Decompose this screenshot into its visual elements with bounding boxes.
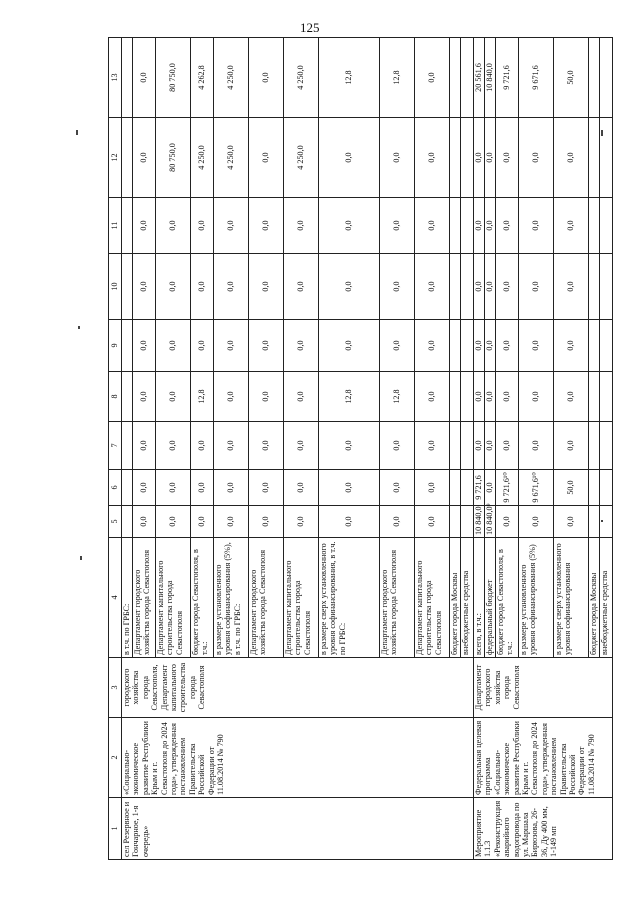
value-cell: 0,0 [156, 372, 191, 422]
value-cell: 0,0 [496, 320, 519, 372]
value-cell: 0,0 [319, 254, 380, 320]
value-cell: 0,0 [191, 422, 214, 470]
value-cell: 0,0 [249, 38, 284, 118]
value-cell: 0,0 [133, 118, 156, 198]
scan-speck [78, 326, 80, 329]
event-name-cell: Мероприятие 1.1.3 «Реконструкция аварийного водопровода по ул. Маршала Бирюзова, 26-36, Ду 400 мм, 1-149 мп [474, 798, 613, 860]
header-cell: 3 [109, 658, 122, 718]
value-cell: 0,0 [485, 422, 496, 470]
value-cell [450, 372, 461, 422]
value-cell [461, 372, 474, 422]
value-cell: 0,0 [156, 198, 191, 254]
value-cell [461, 506, 474, 538]
value-cell [461, 470, 474, 506]
value-cell: 0,0 [496, 422, 519, 470]
value-cell [450, 320, 461, 372]
value-cell [450, 38, 461, 118]
value-cell: 0,0 [474, 422, 485, 470]
value-cell: 0,0 [319, 118, 380, 198]
table-row [122, 38, 133, 860]
value-cell [589, 506, 600, 538]
funding-source-cell: в размере установленного уровня софинансирования (5%) [519, 538, 554, 658]
value-cell [589, 118, 600, 198]
value-cell: 0,0 [496, 254, 519, 320]
value-cell: 0,0 [380, 118, 415, 198]
table-body [122, 38, 613, 860]
value-cell: 12,8 [191, 372, 214, 422]
value-cell: 0,0 [415, 470, 450, 506]
value-cell: 0,0 [415, 118, 450, 198]
value-cell: 0,0 [214, 320, 249, 372]
value-cell: 9 721,6 [474, 470, 485, 506]
value-cell: 0,0 [133, 506, 156, 538]
value-cell: 0,0 [284, 372, 319, 422]
value-cell [450, 198, 461, 254]
funding-source-cell: в т.ч. по ГРБС: [122, 538, 133, 658]
value-cell: 0,0 [380, 198, 415, 254]
table-row [474, 38, 485, 860]
value-cell: 0,0 [191, 470, 214, 506]
value-cell [450, 118, 461, 198]
value-cell: 0,0 [519, 118, 554, 198]
value-cell [589, 254, 600, 320]
value-cell: 0,0 [519, 320, 554, 372]
funding-source-cell: в размере сверх установленного уровня софинансирования [554, 538, 589, 658]
value-cell: 12,8 [380, 372, 415, 422]
value-cell [600, 198, 613, 254]
value-cell: 0,0 [474, 198, 485, 254]
rotated-table-container [108, 38, 609, 860]
header-cell: 10 [109, 254, 122, 320]
value-cell: 10 840,0 [485, 38, 496, 118]
value-cell: 0,0 [554, 198, 589, 254]
value-cell: 0,0 [133, 198, 156, 254]
value-cell [589, 320, 600, 372]
value-cell [600, 506, 613, 538]
value-cell [600, 38, 613, 118]
value-cell: 0,0 [415, 38, 450, 118]
value-cell: 0,0 [380, 320, 415, 372]
value-cell: 0,0 [156, 422, 191, 470]
value-cell: 0,0 [133, 372, 156, 422]
value-cell: 0,0 [214, 470, 249, 506]
funding-source-cell: Департамент капитального строительства города Севастополя [156, 538, 191, 658]
value-cell: 0,0 [249, 320, 284, 372]
value-cell: 0,0 [133, 38, 156, 118]
value-cell: 0,0 [214, 372, 249, 422]
value-cell: 0,0 [156, 320, 191, 372]
header-cell: 13 [109, 38, 122, 118]
value-cell: 0,0 [415, 372, 450, 422]
value-cell: 0,0 [249, 254, 284, 320]
value-cell: 0,0 [249, 372, 284, 422]
value-cell: 0,0 [249, 470, 284, 506]
value-cell: 0,0 [133, 422, 156, 470]
value-cell [461, 254, 474, 320]
header-cell: 7 [109, 422, 122, 470]
value-cell: 0,0 [319, 422, 380, 470]
value-cell [461, 38, 474, 118]
value-cell: 0,0 [284, 320, 319, 372]
funding-source-cell: бюджет города Москвы [589, 538, 600, 658]
value-cell [122, 470, 133, 506]
value-cell [450, 422, 461, 470]
funding-source-cell: Департамент городского хозяйства города Севастополя [380, 538, 415, 658]
value-cell [589, 422, 600, 470]
value-cell: 0,0 [554, 422, 589, 470]
value-cell: 0,0 [133, 254, 156, 320]
value-cell: 20 561,6 [474, 38, 485, 118]
value-cell: 0,0 [214, 198, 249, 254]
value-cell: 0,0 [191, 506, 214, 538]
value-cell: 0,0 [214, 422, 249, 470]
page-number: 125 [300, 20, 320, 35]
value-cell: 50,0 [554, 38, 589, 118]
funding-source-cell: бюджет города Севастополя, в т.ч.: [496, 538, 519, 658]
value-cell [461, 198, 474, 254]
funding-source-cell: внебюджетные средства [461, 538, 474, 658]
header-cell: 9 [109, 320, 122, 372]
value-cell: 0,0 [554, 118, 589, 198]
value-cell [461, 118, 474, 198]
value-cell: 0,0 [380, 506, 415, 538]
value-cell [600, 422, 613, 470]
value-cell: 0,0 [191, 198, 214, 254]
value-cell [461, 320, 474, 372]
value-cell: 0,0 [519, 254, 554, 320]
value-cell [600, 372, 613, 422]
header-cell: 11 [109, 198, 122, 254]
value-cell: 0,0 [415, 320, 450, 372]
value-cell: 0,0 [519, 372, 554, 422]
value-cell: 0,0 [284, 198, 319, 254]
rotated-table-wrapper [108, 38, 609, 860]
program-cell: «Социально-экономическое развитие Республики Крым и г. Севастополя до 2024 года», утвержденная постановлением Правительства Российской Федерации от 11.08.2014 № 790 [122, 718, 474, 798]
value-cell: 0,0 [415, 198, 450, 254]
value-cell: 12,8 [380, 38, 415, 118]
header-cell: 12 [109, 118, 122, 198]
value-cell [589, 372, 600, 422]
value-cell: 0,0 [554, 506, 589, 538]
header-cell: 1 [109, 798, 122, 860]
value-cell: 0,0 [519, 506, 554, 538]
value-cell [589, 470, 600, 506]
value-cell: 0,0 [415, 422, 450, 470]
value-cell: 10 840,0⁹ [485, 506, 496, 538]
funding-source-cell: в размере установленного уровня софинансирования (5%), в т.ч. по ГРБС: [214, 538, 249, 658]
header-cell: 2 [109, 718, 122, 798]
value-cell: 0,0 [191, 254, 214, 320]
value-cell [122, 198, 133, 254]
funding-source-cell: Департамент городского хозяйства города Севастополя [133, 538, 156, 658]
value-cell: 0,0 [554, 372, 589, 422]
value-cell: 0,0 [249, 506, 284, 538]
value-cell [600, 118, 613, 198]
value-cell: 0,0 [249, 198, 284, 254]
value-cell: 0,0 [496, 118, 519, 198]
value-cell [600, 320, 613, 372]
value-cell: 0,0 [249, 118, 284, 198]
value-cell: 4 250,0 [214, 118, 249, 198]
value-cell: 0,0 [191, 320, 214, 372]
value-cell: 0,0 [380, 422, 415, 470]
value-cell: 0,0 [133, 470, 156, 506]
value-cell: 0,0 [156, 254, 191, 320]
value-cell: 0,0 [133, 320, 156, 372]
value-cell [461, 422, 474, 470]
value-cell: 0,0 [156, 470, 191, 506]
funding-source-cell: бюджет города Москвы [450, 538, 461, 658]
value-cell: 0,0 [519, 422, 554, 470]
value-cell [122, 422, 133, 470]
value-cell: 0,0 [496, 372, 519, 422]
executor-cell: городского хозяйства города Севастополя, Департамент капитального строительства города Севастополя [122, 658, 474, 718]
value-cell: 0,0 [485, 372, 496, 422]
value-cell: 0,0 [214, 254, 249, 320]
value-cell: 9 721,6¹⁰ [496, 470, 519, 506]
value-cell: 0,0 [214, 506, 249, 538]
value-cell: 0,0 [415, 254, 450, 320]
budget-table [108, 37, 613, 860]
value-cell: 12,8 [319, 38, 380, 118]
header-row [109, 38, 122, 860]
value-cell: 0,0 [519, 198, 554, 254]
value-cell: 4 250,0 [284, 118, 319, 198]
value-cell: 0,0 [380, 470, 415, 506]
value-cell [450, 254, 461, 320]
header-cell: 6 [109, 470, 122, 506]
funding-source-cell: бюджет города Севастополя, в т.ч.: [191, 538, 214, 658]
value-cell: 0,0 [284, 506, 319, 538]
value-cell: 0,0 [284, 470, 319, 506]
value-cell [600, 470, 613, 506]
funding-source-cell: Департамент капитального строительства города Севастополя [415, 538, 450, 658]
value-cell [122, 320, 133, 372]
value-cell: 0,0 [249, 422, 284, 470]
value-cell: 0,0 [485, 254, 496, 320]
value-cell: 4 250,0 [191, 118, 214, 198]
value-cell: 0,0 [485, 470, 496, 506]
funding-source-cell: Департамент капитального строительства города Севастополя [284, 538, 319, 658]
value-cell [589, 198, 600, 254]
value-cell [589, 38, 600, 118]
value-cell: 0,0 [474, 320, 485, 372]
funding-source-cell: в размере сверх установленного уровня софинансирования, в т.ч. по ГРБС: [319, 538, 380, 658]
value-cell: 0,0 [496, 198, 519, 254]
value-cell [122, 38, 133, 118]
value-cell: 0,0 [156, 506, 191, 538]
funding-source-cell: Департамент городского хозяйства города Севастополя [249, 538, 284, 658]
value-cell: 0,0 [485, 320, 496, 372]
value-cell: 0,0 [554, 254, 589, 320]
value-cell [122, 372, 133, 422]
scan-speck [80, 556, 82, 560]
value-cell: 80 750,0 [156, 118, 191, 198]
value-cell: 0,0 [319, 470, 380, 506]
value-cell: 0,0 [319, 320, 380, 372]
value-cell: 9 721,6 [496, 38, 519, 118]
value-cell [450, 506, 461, 538]
funding-source-cell: внебюджетные средства [600, 538, 613, 658]
value-cell: 0,0 [474, 372, 485, 422]
value-cell [450, 470, 461, 506]
value-cell: 80 750,0 [156, 38, 191, 118]
value-cell: 0,0 [319, 506, 380, 538]
header-cell: 4 [109, 538, 122, 658]
event-name-cell: сел Резервное и Гончарное, 1-я очередь» [122, 798, 474, 860]
value-cell: 0,0 [284, 422, 319, 470]
value-cell: 0,0 [554, 320, 589, 372]
value-cell: 0,0 [474, 254, 485, 320]
value-cell: 50,0 [554, 470, 589, 506]
value-cell: 9 671,6 [519, 38, 554, 118]
funding-source-cell: федеральный бюджет [485, 538, 496, 658]
value-cell: 9 671,6¹⁰ [519, 470, 554, 506]
header-cell: 8 [109, 372, 122, 422]
value-cell [122, 506, 133, 538]
value-cell: 0,0 [415, 506, 450, 538]
value-cell: 0,0 [485, 198, 496, 254]
value-cell: 0,0 [485, 118, 496, 198]
value-cell: 10 840,0 [474, 506, 485, 538]
value-cell [122, 118, 133, 198]
value-cell: 0,0 [380, 254, 415, 320]
value-cell [600, 254, 613, 320]
header-cell: 5 [109, 506, 122, 538]
executor-cell: Департамент городского хозяйства города Севастополя [474, 658, 613, 718]
value-cell: 4 250,0 [284, 38, 319, 118]
value-cell: 0,0 [284, 254, 319, 320]
value-cell: 4 262,8 [191, 38, 214, 118]
value-cell: 0,0 [496, 506, 519, 538]
value-cell: 0,0 [319, 198, 380, 254]
program-cell: Федеральная целевая программа «Социально-экономическое развитие Республики Крым и г. Севастополя до 2024 года», утвержденная постановлением Правительства Российской Федерации от 11.08.2014 № 790 [474, 718, 613, 798]
value-cell: 0,0 [474, 118, 485, 198]
funding-source-cell: всего, в т.ч.: [474, 538, 485, 658]
scan-speck [76, 130, 78, 135]
value-cell [122, 254, 133, 320]
value-cell: 12,8 [319, 372, 380, 422]
value-cell: 4 250,0 [214, 38, 249, 118]
